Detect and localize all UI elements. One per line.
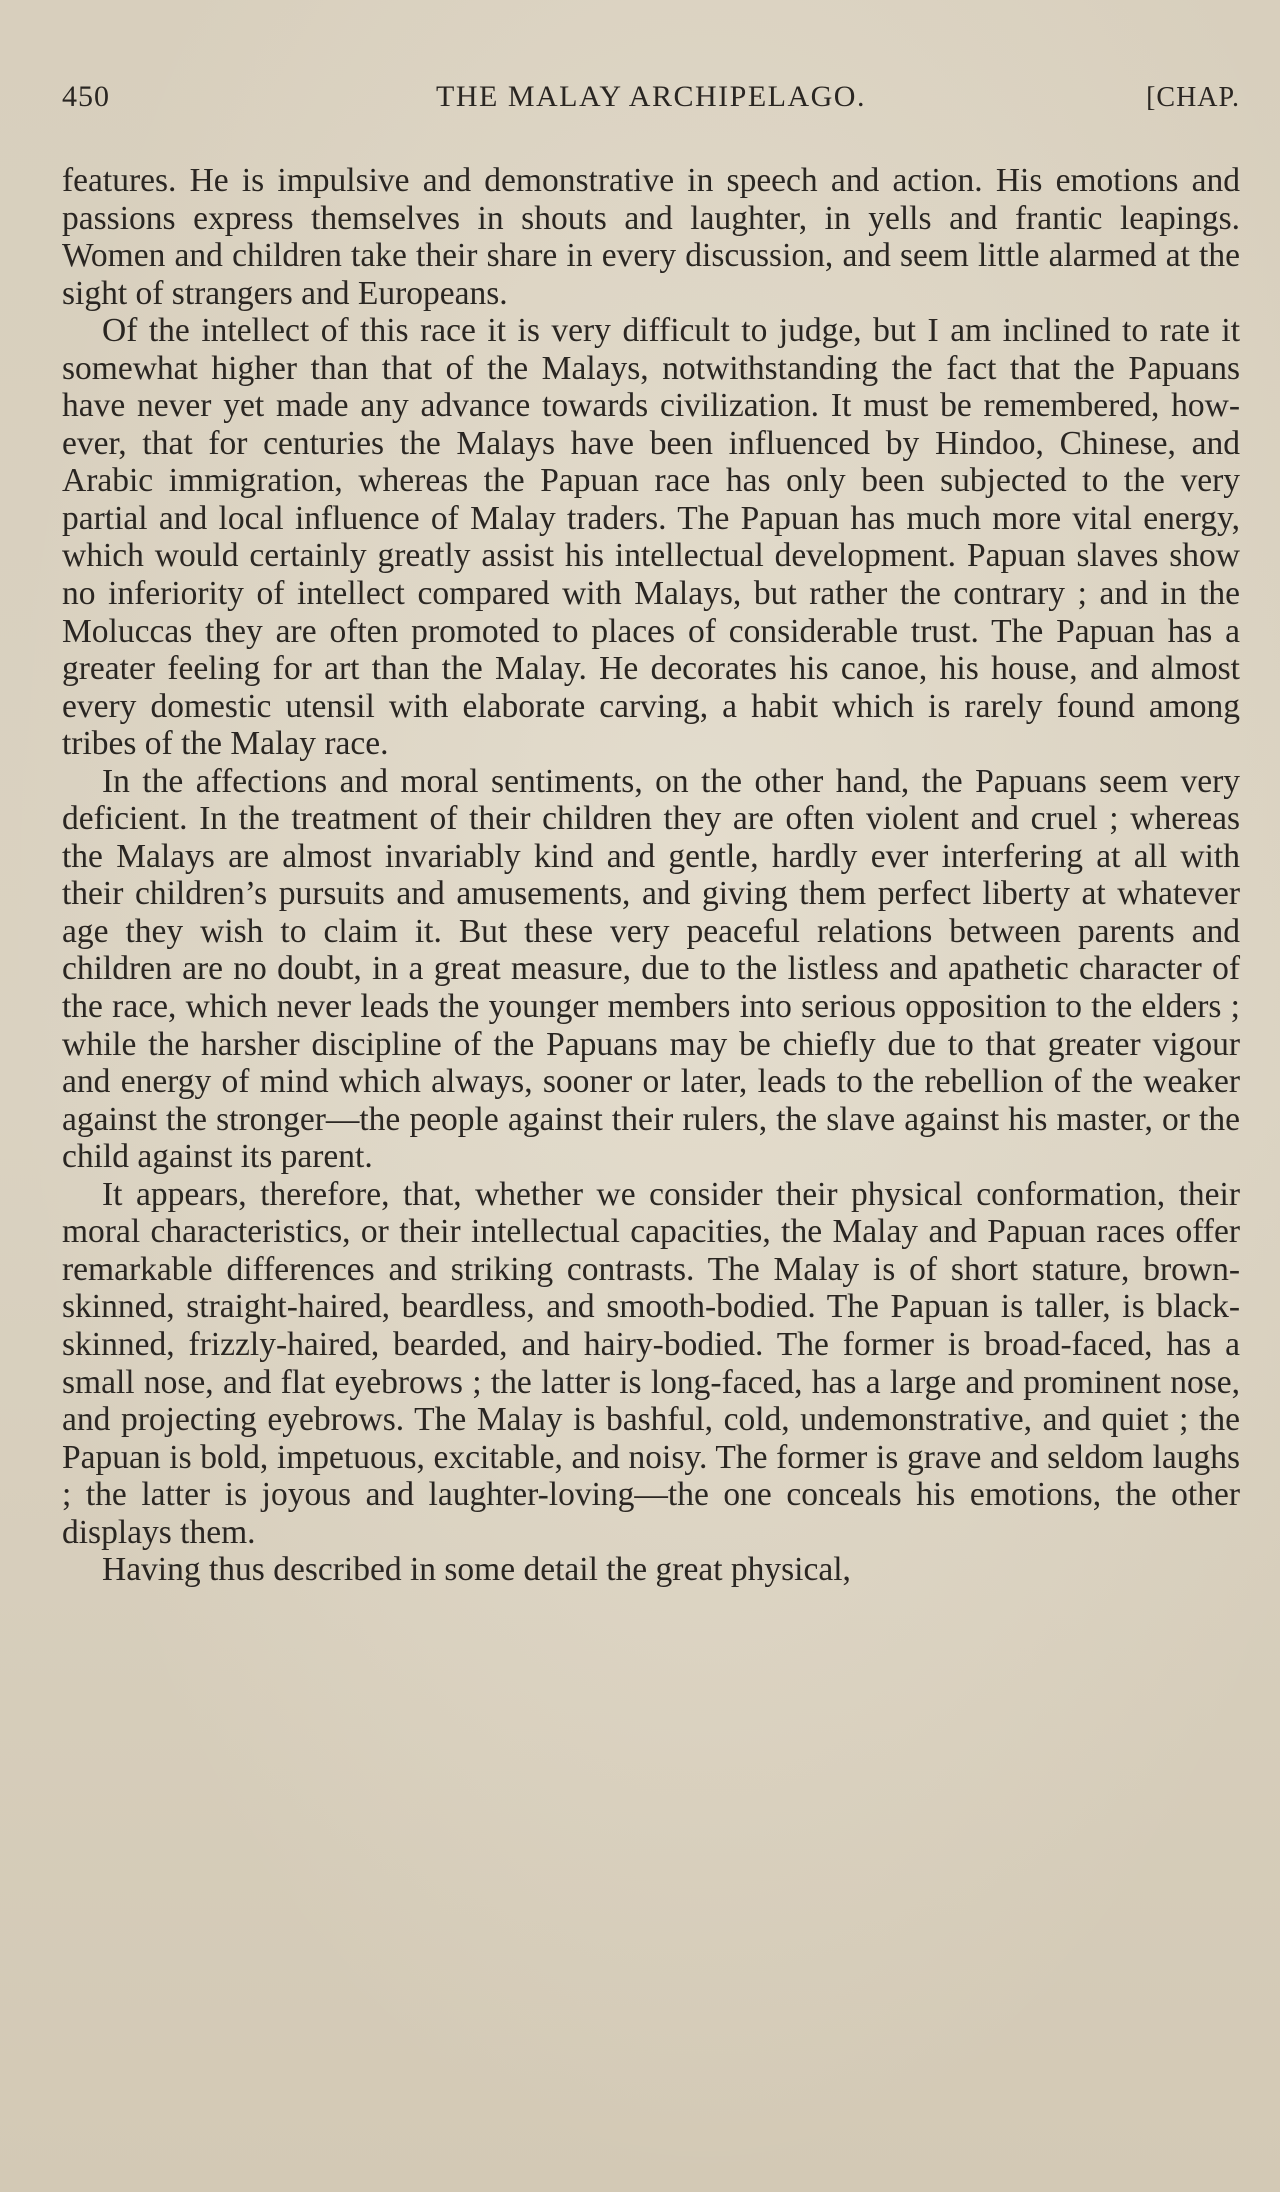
- page-number: 450: [62, 80, 110, 113]
- paragraph-contrasts: It appears, therefore, that, whether we consider their physical conformation, their moral characteristics, or their intellectual capacities, the Malay and Papuan races offer remarkable differences and striking contrasts. The Malay is of short stature, brown-skinned, straight-haired, beardless, and smooth-bodied. The Papuan is taller, is black-skinned, frizzly-haired, bearded, and hairy-bodied. The former is broad-faced, has a small nose, and flat eyebrows ; the latter is long-faced, has a large and prominent nose, and projecting eyebrows. The Malay is bashful, cold, undemonstrative, and quiet ; the Papuan is bold, impetuous, excitable, and noisy. The former is grave and seldom laughs ; the latter is joyous and laughter-loving—the one conceals his emotions, the other displays them.: [62, 1175, 1240, 1551]
- body-text: [62, 162, 1240, 1589]
- paragraph-continued: features. He is impulsive and demonstrative in speech and action. His emotions and passions express themselves in shouts and laughter, in yells and frantic leapings. Women and children take their share in every discussion, and seem little alarmed at the sight of strangers and Europeans.: [62, 162, 1240, 312]
- paragraph-closing: Having thus described in some detail the great physical,: [102, 1551, 851, 1589]
- paragraph-affections: In the affections and moral sentiments, on the other hand, the Papuans seem very deficient. In the treatment of their children they are often violent and cruel ; whereas the Malays are almost invariably kind and gentle, hardly ever interfering at all with their children’s pursuits and amusements, and giving them perfect liberty at whatever age they wish to claim it. But these very peaceful relations between parents and children are no doubt, in a great measure, due to the listless and apathetic character of the race, which never leads the younger members into serious opposition to the elders ; while the harsher discipline of the Papuans may be chiefly due to that greater vigour and energy of mind which always, sooner or later, leads to the rebellion of the weaker against the stronger—the people against their rulers, the slave against his master, or the child against its parent.: [62, 762, 1240, 1176]
- paragraph-intellect: Of the intellect of this race it is very difficult to judge, but I am inclined to rate it somewhat higher than that of the Malays, notwithstanding the fact that the Papuans have never yet made any advance towards civilization. It must be remembered, however, that for centuries the Malays have been influenced by Hindoo, Chinese, and Arabic immigration, whereas the Papuan race has only been subjected to the very partial and local influence of Malay traders. The Papuan has much more vital energy, which would certainly greatly assist his intellectual development. Papuan slaves show no inferiority of intellect compared with Malays, but rather the contrary ; and in the Moluccas they are often promoted to places of considerable trust. The Papuan has a greater feeling for art than the Malay. He decorates his canoe, his house, and almost every domestic utensil with elaborate carving, a habit which is rarely found among tribes of the Malay race.: [62, 312, 1240, 763]
- chapter-label: [CHAP.: [1146, 82, 1240, 113]
- running-head: [62, 80, 1240, 132]
- running-title: THE MALAY ARCHIPELAGO.: [436, 80, 866, 113]
